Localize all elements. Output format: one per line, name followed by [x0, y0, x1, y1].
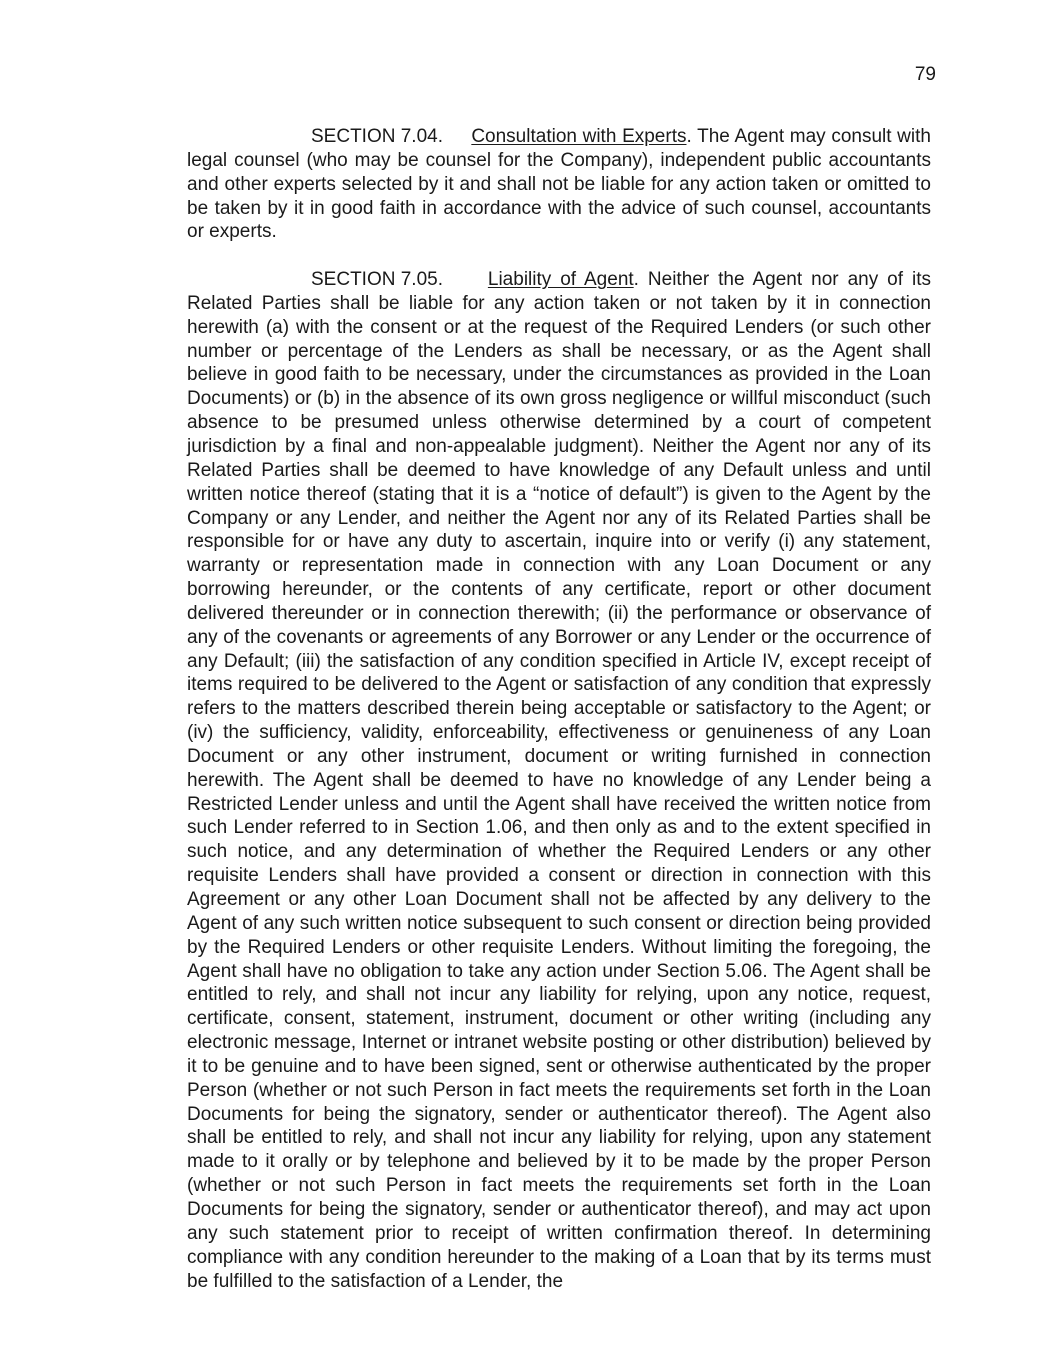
section-heading: Liability of Agent: [487, 269, 634, 291]
section-paragraph: . Neither the Agent nor any of its Related Parties shall be liable for any action taken or not taken by it in connection herewith (a) with the consent or at the request of the Required Lenders (or such other number or percentage of the Lenders as shall be necessary, or as the Agent shall believe in good faith to be necessary, under the circumstances as provided in the Loan Documents) or (b) in the absence of its own gross negligence or willful misconduct (such absence to be presumed unless otherwise determined by a court of competent jurisdiction by a final and non-appealable judgment). Neither the Agent nor any of its Related Parties shall be deemed to have knowledge of any Default unless and until written notice thereof (stating that it is a “notice of default”) is given to the Agent by the Company or any Lender, and neither the Agent nor any of its Related Parties shall be responsible for or have any duty to ascertain, inquire into or verify (i) any statement, warranty or representation made in connection with any Loan Document or any borrowing hereunder, or the contents of any certificate, report or other document delivered thereunder or in connection therewith; (ii) the performance or observance of any of the covenants or agreements of any Borrower or any Lender or the occurrence of any Default; (iii) the satisfaction of any condition specified in Article IV, except receipt of items required to be delivered to the Agent or satisfaction of any condition that expressly refers to the matters described therein being acceptable or satisfactory to the Agent; or (iv) the sufficiency, validity, enforceability, effectiveness or genuineness of any Loan Document or any other instrument, document or writing furnished in connection herewith. The Agent shall be deemed to have no knowledge of any Lender being a Restricted Lender unless and until the Agent shall have received the written notice from such Lender referred to in Section 1.06, and then only as and to the extent specified in such notice, and any determination of whether the Required Lenders or any other requisite Lenders shall have provided a consent or direction in connection with this Agreement or any other Loan Document shall not be affected by any delivery to the Agent of any such written notice subsequent to such consent or direction being provided by the Required Lenders or other requisite Lenders. Without limiting the foregoing, the Agent shall have no obligation to take any action under Section 5.06. The Agent shall be entitled to rely, and shall not incur any liability for relying, upon any notice, request, certificate, consent, statement, instrument, document or other writing (including any electronic message, Internet or intranet website posting or other distribution) believed by it to be genuine and to have been signed, sent or otherwise authenticated by the proper Person (whether or not such Person in fact meets the requirements set forth in the Loan Documents for being the signatory, sender or authenticator thereof). The Agent also shall be entitled to rely, and shall not incur any liability for relying, upon any statement made to it orally or by telephone and believed by it to be made by the proper Person (whether or not such Person in fact meets the requirements set forth in the Loan Documents for being the signatory, sender or authenticator thereof), and may act upon any such statement prior to receipt of written confirmation thereof. In determining compliance with any condition hereunder to the making of a Loan that by its terms must be fulfilled to the satisfaction of a Lender, the: [187, 269, 931, 1292]
section-number: SECTION 7.04.: [311, 126, 443, 147]
section-number: SECTION 7.05.: [311, 269, 443, 291]
document-body: [187, 125, 931, 1317]
section-7-05: [187, 268, 931, 1293]
section-heading: Consultation with Experts: [471, 126, 687, 147]
section-paragraph: . The Agent may consult with legal counsel (who may be counsel for the Company), independent public accountants and other experts selected by it and shall not be liable for any action taken or omitted to be taken by it in good faith in accordance with the advice of such counsel, accountants or experts.: [187, 126, 931, 243]
section-7-04: [187, 125, 931, 244]
page-number: 79: [914, 64, 936, 85]
